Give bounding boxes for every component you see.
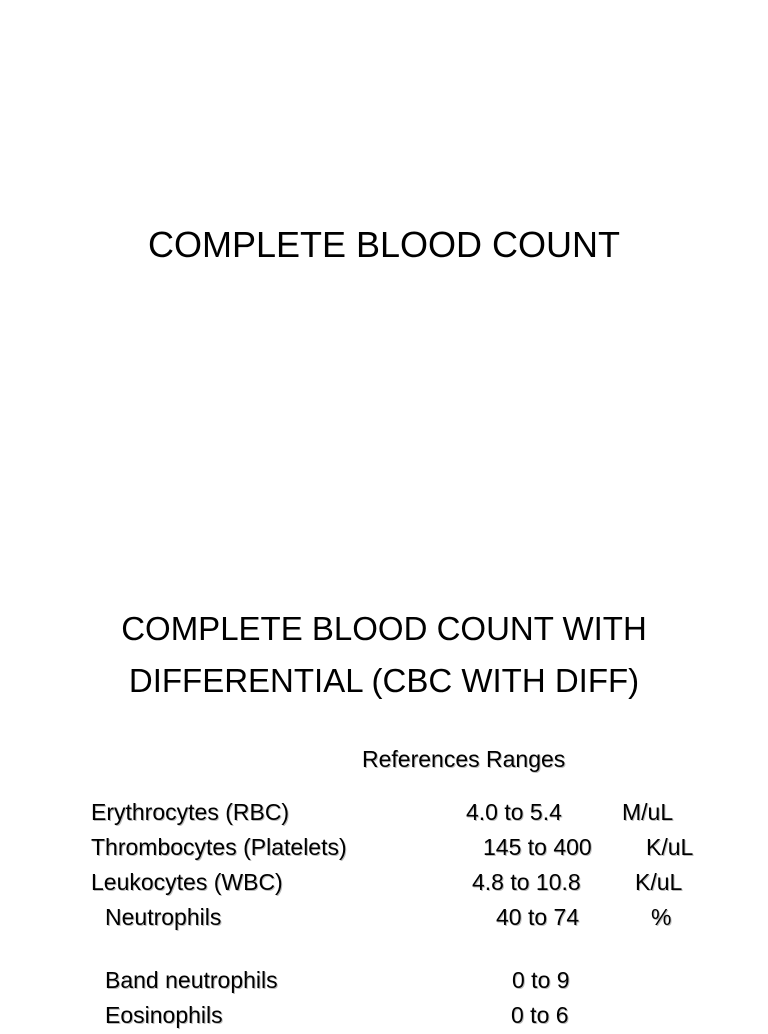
row-name: Leukocytes (WBC)	[91, 869, 283, 895]
row-range: 0 to 6	[511, 1002, 569, 1028]
table-row-eosinophils	[0, 1000, 768, 1034]
row-range: 4.8 to 10.8	[472, 869, 581, 895]
row-range: 0 to 9	[512, 967, 570, 993]
row-range: 145 to 400	[483, 834, 592, 860]
row-range: 4.0 to 5.4	[466, 799, 562, 825]
section-title	[0, 603, 768, 707]
row-name: Erythrocytes (RBC)	[91, 799, 290, 825]
page-title: COMPLETE BLOOD COUNT	[147, 224, 621, 265]
row-name: Neutrophils	[105, 904, 222, 930]
section-title-line-2: DIFFERENTIAL (CBC WITH DIFF)	[128, 662, 640, 699]
row-range: 40 to 74	[496, 904, 580, 930]
table-row-band-neutrophils	[0, 965, 768, 999]
row-unit: K/uL	[646, 834, 694, 860]
reference-ranges-heading: References Ranges	[362, 746, 566, 772]
table-row-platelets	[0, 832, 768, 866]
slide-title	[0, 0, 768, 512]
table-row-neutrophils	[0, 902, 768, 936]
slide-reference-ranges	[0, 570, 768, 1028]
section-title-line-1: COMPLETE BLOOD COUNT WITH	[121, 610, 647, 647]
row-unit: K/uL	[635, 869, 683, 895]
table-row-rbc	[0, 797, 768, 831]
row-name: Band neutrophils	[105, 967, 278, 993]
row-unit: %	[651, 904, 672, 930]
row-name: Eosinophils	[105, 1002, 223, 1028]
row-name: Thrombocytes (Platelets)	[91, 834, 347, 860]
row-unit: M/uL	[622, 799, 674, 825]
table-row-wbc	[0, 867, 768, 901]
